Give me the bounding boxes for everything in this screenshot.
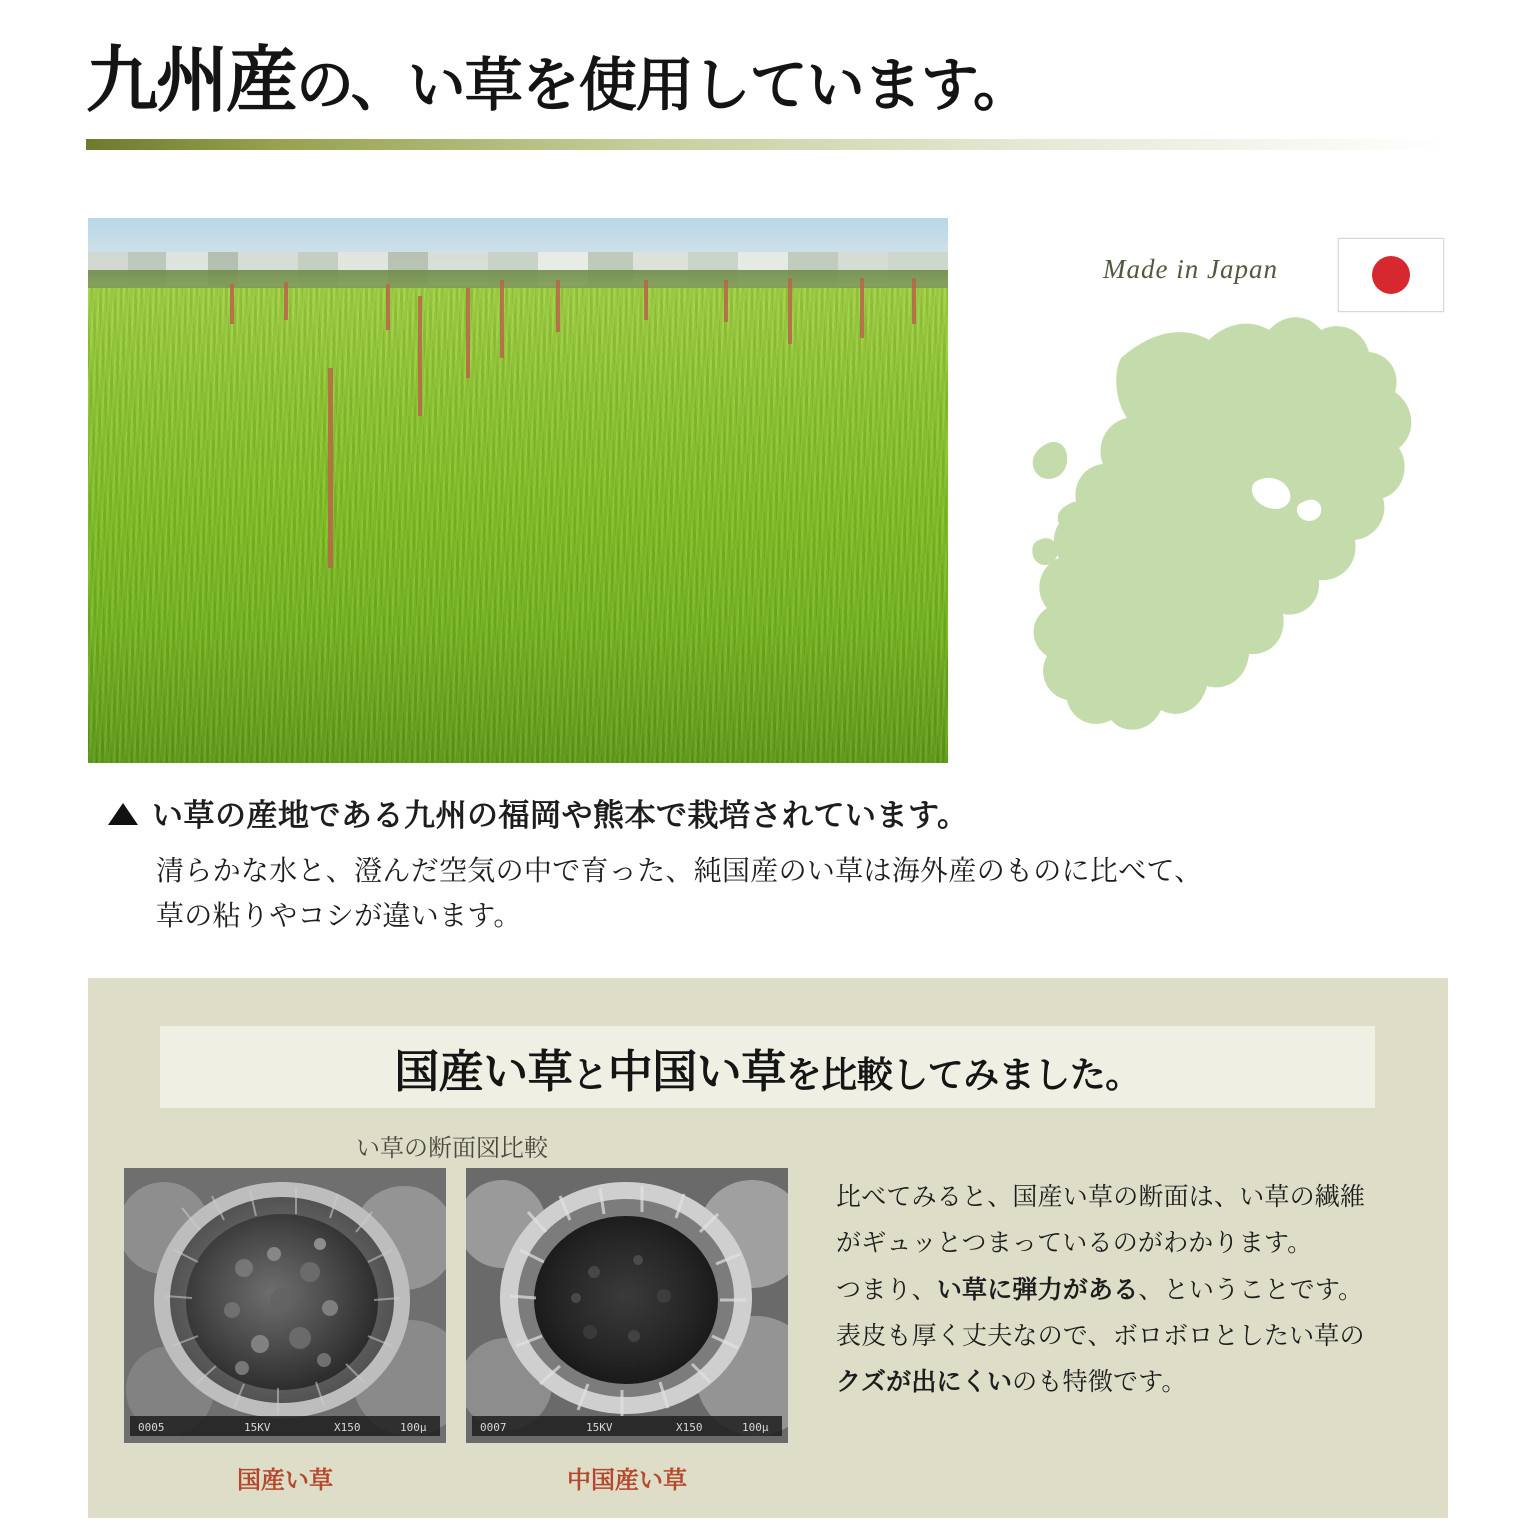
field-pole: [328, 368, 333, 568]
page-title: [86, 40, 1446, 123]
svg-text:15KV: 15KV: [586, 1421, 613, 1434]
caption-lead-text: い草の産地である九州の福岡や熊本で栽培されています。: [152, 798, 969, 833]
comparison-line-3-suffix: 、ということです。: [1138, 1275, 1364, 1304]
panel-title-part-2: 中国い草: [607, 1045, 786, 1097]
svg-text:100μ: 100μ: [400, 1421, 427, 1434]
panel-title-band: [160, 1026, 1375, 1108]
field-pole: [230, 284, 234, 324]
comparison-line-3-prefix: つまり、: [836, 1275, 937, 1304]
svg-text:0005: 0005: [138, 1421, 165, 1434]
photo-grass-field: [88, 288, 948, 763]
comparison-line-3: [836, 1267, 1436, 1313]
field-pole: [556, 280, 560, 332]
cross-section-chinese-image: [466, 1168, 788, 1443]
page-title-emphasis: 九州産: [86, 41, 297, 121]
field-pole: [860, 278, 864, 338]
field-pole: [284, 282, 288, 320]
made-in-japan-label: Made in Japan: [1103, 254, 1278, 284]
svg-text:100μ: 100μ: [742, 1421, 769, 1434]
panel-title-connector: と: [572, 1053, 608, 1095]
svg-text:0007: 0007: [480, 1421, 507, 1434]
hero-section: [88, 218, 1448, 778]
cross-section-domestic-image: [124, 1168, 446, 1443]
caption-body-line-1: 清らかな水と、澄んだ空気の中で育った、純国産のい草は海外産のものに比べて、: [156, 855, 1203, 886]
comparison-line-5: [836, 1359, 1436, 1405]
svg-text:X150: X150: [334, 1421, 361, 1434]
triangle-bullet-icon: [108, 803, 138, 825]
caption-body-line-2: 草の粘りやコシが違います。: [156, 899, 522, 931]
comparison-line-5-emphasis: クズが出にくい: [836, 1368, 1013, 1396]
comparison-line-1: 比べてみると、国産い草の断面は、い草の繊維: [836, 1183, 1366, 1211]
field-pole: [386, 284, 390, 330]
comparison-line-5-suffix: のも特徴です。: [1012, 1368, 1187, 1396]
cross-section-chinese-label: 中国産い草: [567, 1467, 687, 1494]
caption-body: [156, 849, 1448, 939]
panel-title-part-1: 国産い草: [394, 1045, 573, 1097]
comparison-line-2: がギュッとつまっているのがわかります。: [836, 1229, 1313, 1258]
map-area: [993, 226, 1448, 771]
field-pole: [644, 280, 648, 320]
cross-section-sub-label: い草の断面図比較: [356, 1135, 548, 1162]
kyushu-map-icon: [1003, 296, 1433, 766]
svg-text:15KV: 15KV: [244, 1421, 271, 1434]
hero-caption: [108, 790, 1448, 939]
panel-title-tail: を比較してみました。: [785, 1053, 1141, 1095]
comparison-line-4: 表皮も厚く丈夫なので、ボロボロとしたい草の: [836, 1321, 1365, 1350]
field-pole: [912, 278, 916, 324]
igusa-field-photo: [88, 218, 948, 763]
caption-lead-row: [108, 790, 1448, 835]
cross-section-domestic-label: 国産い草: [237, 1467, 333, 1494]
panel-title: [394, 1035, 1141, 1100]
header-divider: [86, 139, 1446, 150]
field-pole: [500, 280, 504, 358]
page-title-rest: の、い草を使用しています。: [296, 53, 1031, 118]
page-header: [86, 40, 1446, 150]
comparison-line-3-emphasis: い草に弾力がある: [936, 1275, 1139, 1304]
field-pole: [466, 288, 470, 378]
field-pole: [418, 296, 422, 416]
field-pole: [724, 280, 728, 322]
svg-text:X150: X150: [676, 1421, 703, 1434]
comparison-description: [836, 1174, 1436, 1405]
field-pole: [788, 278, 792, 344]
comparison-panel: [88, 978, 1448, 1518]
flag-red-disc: [1372, 256, 1410, 294]
